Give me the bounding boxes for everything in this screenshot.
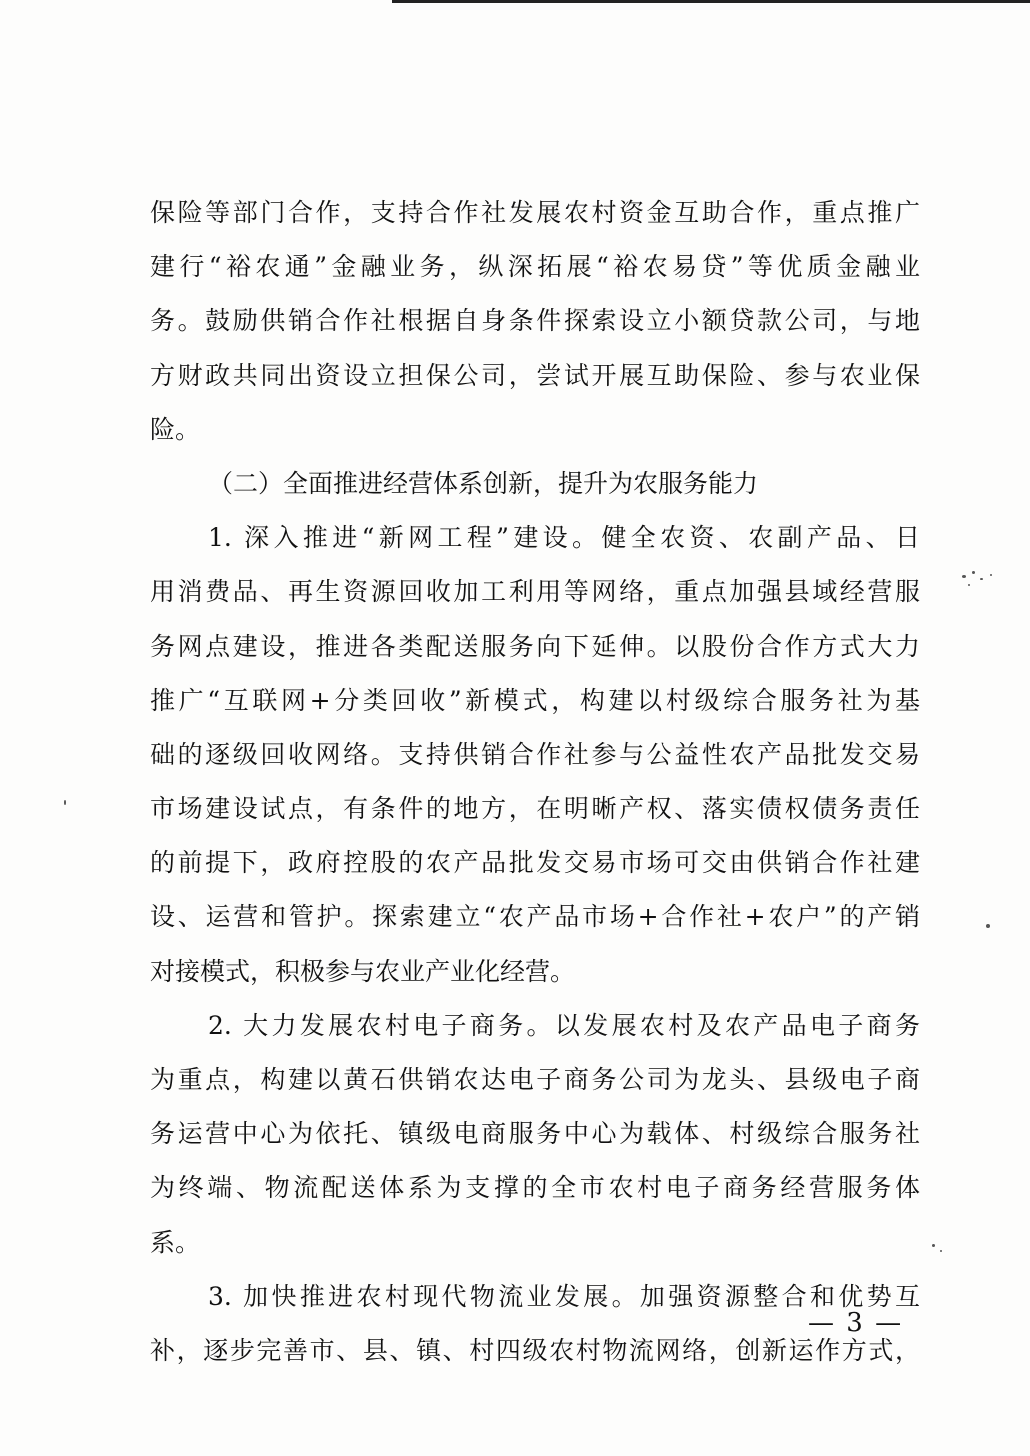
scan-speck <box>986 924 990 928</box>
text-line: 市场建设试点，有条件的地方，在明晰产权、落实债权债务责任 <box>150 794 920 824</box>
scan-speck <box>990 574 992 576</box>
paragraph-first-line: 2. 大力发展农村电子商务。以发展农村及农产品电子商务 <box>208 1010 920 1040</box>
paragraph-first-line: 1. 深入推进“新网工程”建设。健全农资、农副产品、日 <box>208 523 920 553</box>
text-line: 础的逐级回收网络。支持供销合作社参与公益性农产品批发交易 <box>150 739 920 769</box>
text-line: 务网点建设，推进各类配送服务向下延伸。以股份合作方式大力 <box>150 631 920 661</box>
text-line: 为重点，构建以黄石供销农达电子商务公司为龙头、县级电子商 <box>150 1065 920 1094</box>
scan-speck <box>980 578 983 580</box>
top-rule <box>392 0 1030 3</box>
text-line: 补，逐步完善市、县、镇、村四级农村物流网络，创新运作方式， <box>150 1335 920 1365</box>
text-line: 的前提下，政府控股的农产品批发交易市场可交由供销合作社建 <box>150 848 920 878</box>
text-line: 务运营中心为依托、镇级电商服务中心为载体、村级综合服务社 <box>150 1119 920 1149</box>
text-line: 设、运营和管护。探索建立“农产品市场+合作社+农户”的产销 <box>150 902 920 932</box>
text-line: 建行“裕农通”金融业务，纵深拓展“裕农易贷”等优质金融业 <box>150 252 920 282</box>
text-line: 系。 <box>150 1227 201 1257</box>
scan-speck <box>932 1244 935 1247</box>
paragraph-first-line: 3. 加快推进农村现代物流业发展。加强资源整合和优势互 <box>208 1281 920 1311</box>
text-line: 方财政共同出资设立担保公司，尝试开展互助保险、参与农业保 <box>150 360 920 390</box>
scan-speck <box>64 800 66 805</box>
page-number: — 3 — <box>808 1308 904 1338</box>
scan-speck <box>972 571 975 574</box>
scan-speck <box>962 575 966 578</box>
text-line: 险。 <box>150 414 201 444</box>
text-line: 保险等部门合作，支持合作社发展农村资金互助合作，重点推广 <box>150 198 920 227</box>
section-heading: （二）全面推进经营体系创新，提升为农服务能力 <box>208 468 759 498</box>
text-line: 用消费品、再生资源回收加工利用等网络，重点加强县域经营服 <box>150 577 920 607</box>
text-line: 推广“互联网+分类回收”新模式，构建以村级综合服务社为基 <box>150 685 920 715</box>
text-line: 对接模式，积极参与农业产业化经营。 <box>150 956 576 986</box>
text-line: 为终端、物流配送体系为支撑的全市农村电子商务经营服务体 <box>150 1173 920 1203</box>
text-line: 务。鼓励供销合作社根据自身条件探索设立小额贷款公司，与地 <box>150 306 920 336</box>
scan-speck <box>940 1250 942 1252</box>
scan-speck <box>968 584 970 586</box>
body-text <box>150 186 920 1378</box>
